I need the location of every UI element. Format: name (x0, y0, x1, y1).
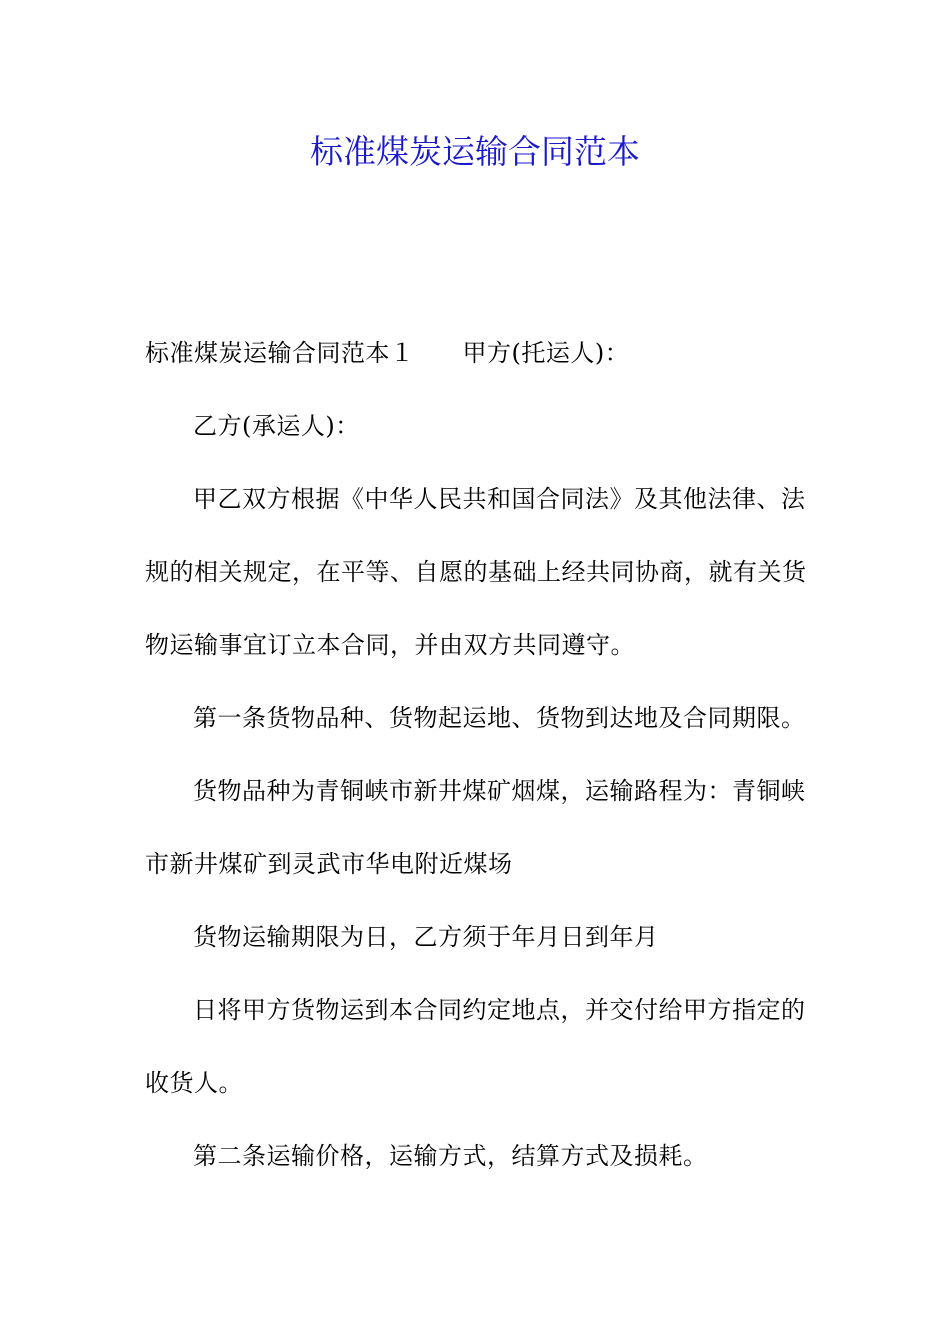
paragraph-line: 货物品种为青铜峡市新井煤矿烟煤，运输路程为：青铜峡 (193, 777, 806, 805)
party-a-label: 甲方(托运人)： (462, 339, 630, 367)
paragraph-line: 日将甲方货物运到本合同约定地点，并交付给甲方指定的 (193, 996, 806, 1024)
paragraph-line: 货物运输期限为日，乙方须于年月日到年月 (193, 923, 659, 951)
article-two-heading: 第二条运输价格，运输方式，结算方式及损耗。 (193, 1142, 708, 1170)
paragraph-line: 甲乙双方根据《中华人民共和国合同法》及其他法律、法 (193, 485, 806, 513)
document-title: 标准煤炭运输合同范本 (310, 132, 640, 171)
paragraph-line: 市新井煤矿到灵武市华电附近煤场 (145, 850, 513, 878)
contract-heading-text: 标准煤炭运输合同范本１ (145, 339, 415, 367)
document-body (145, 341, 815, 1217)
first-line (145, 341, 815, 365)
article-one-heading: 第一条货物品种、货物起运地、货物到达地及合同期限。 (193, 704, 806, 732)
party-b-label: 乙方(承运人)： (193, 412, 360, 440)
paragraph-line: 物运输事宜订立本合同，并由双方共同遵守。 (145, 631, 635, 659)
paragraph-line: 收货人。 (145, 1069, 243, 1097)
paragraph-line: 规的相关规定，在平等、自愿的基础上经共同协商，就有关货 (145, 558, 807, 586)
